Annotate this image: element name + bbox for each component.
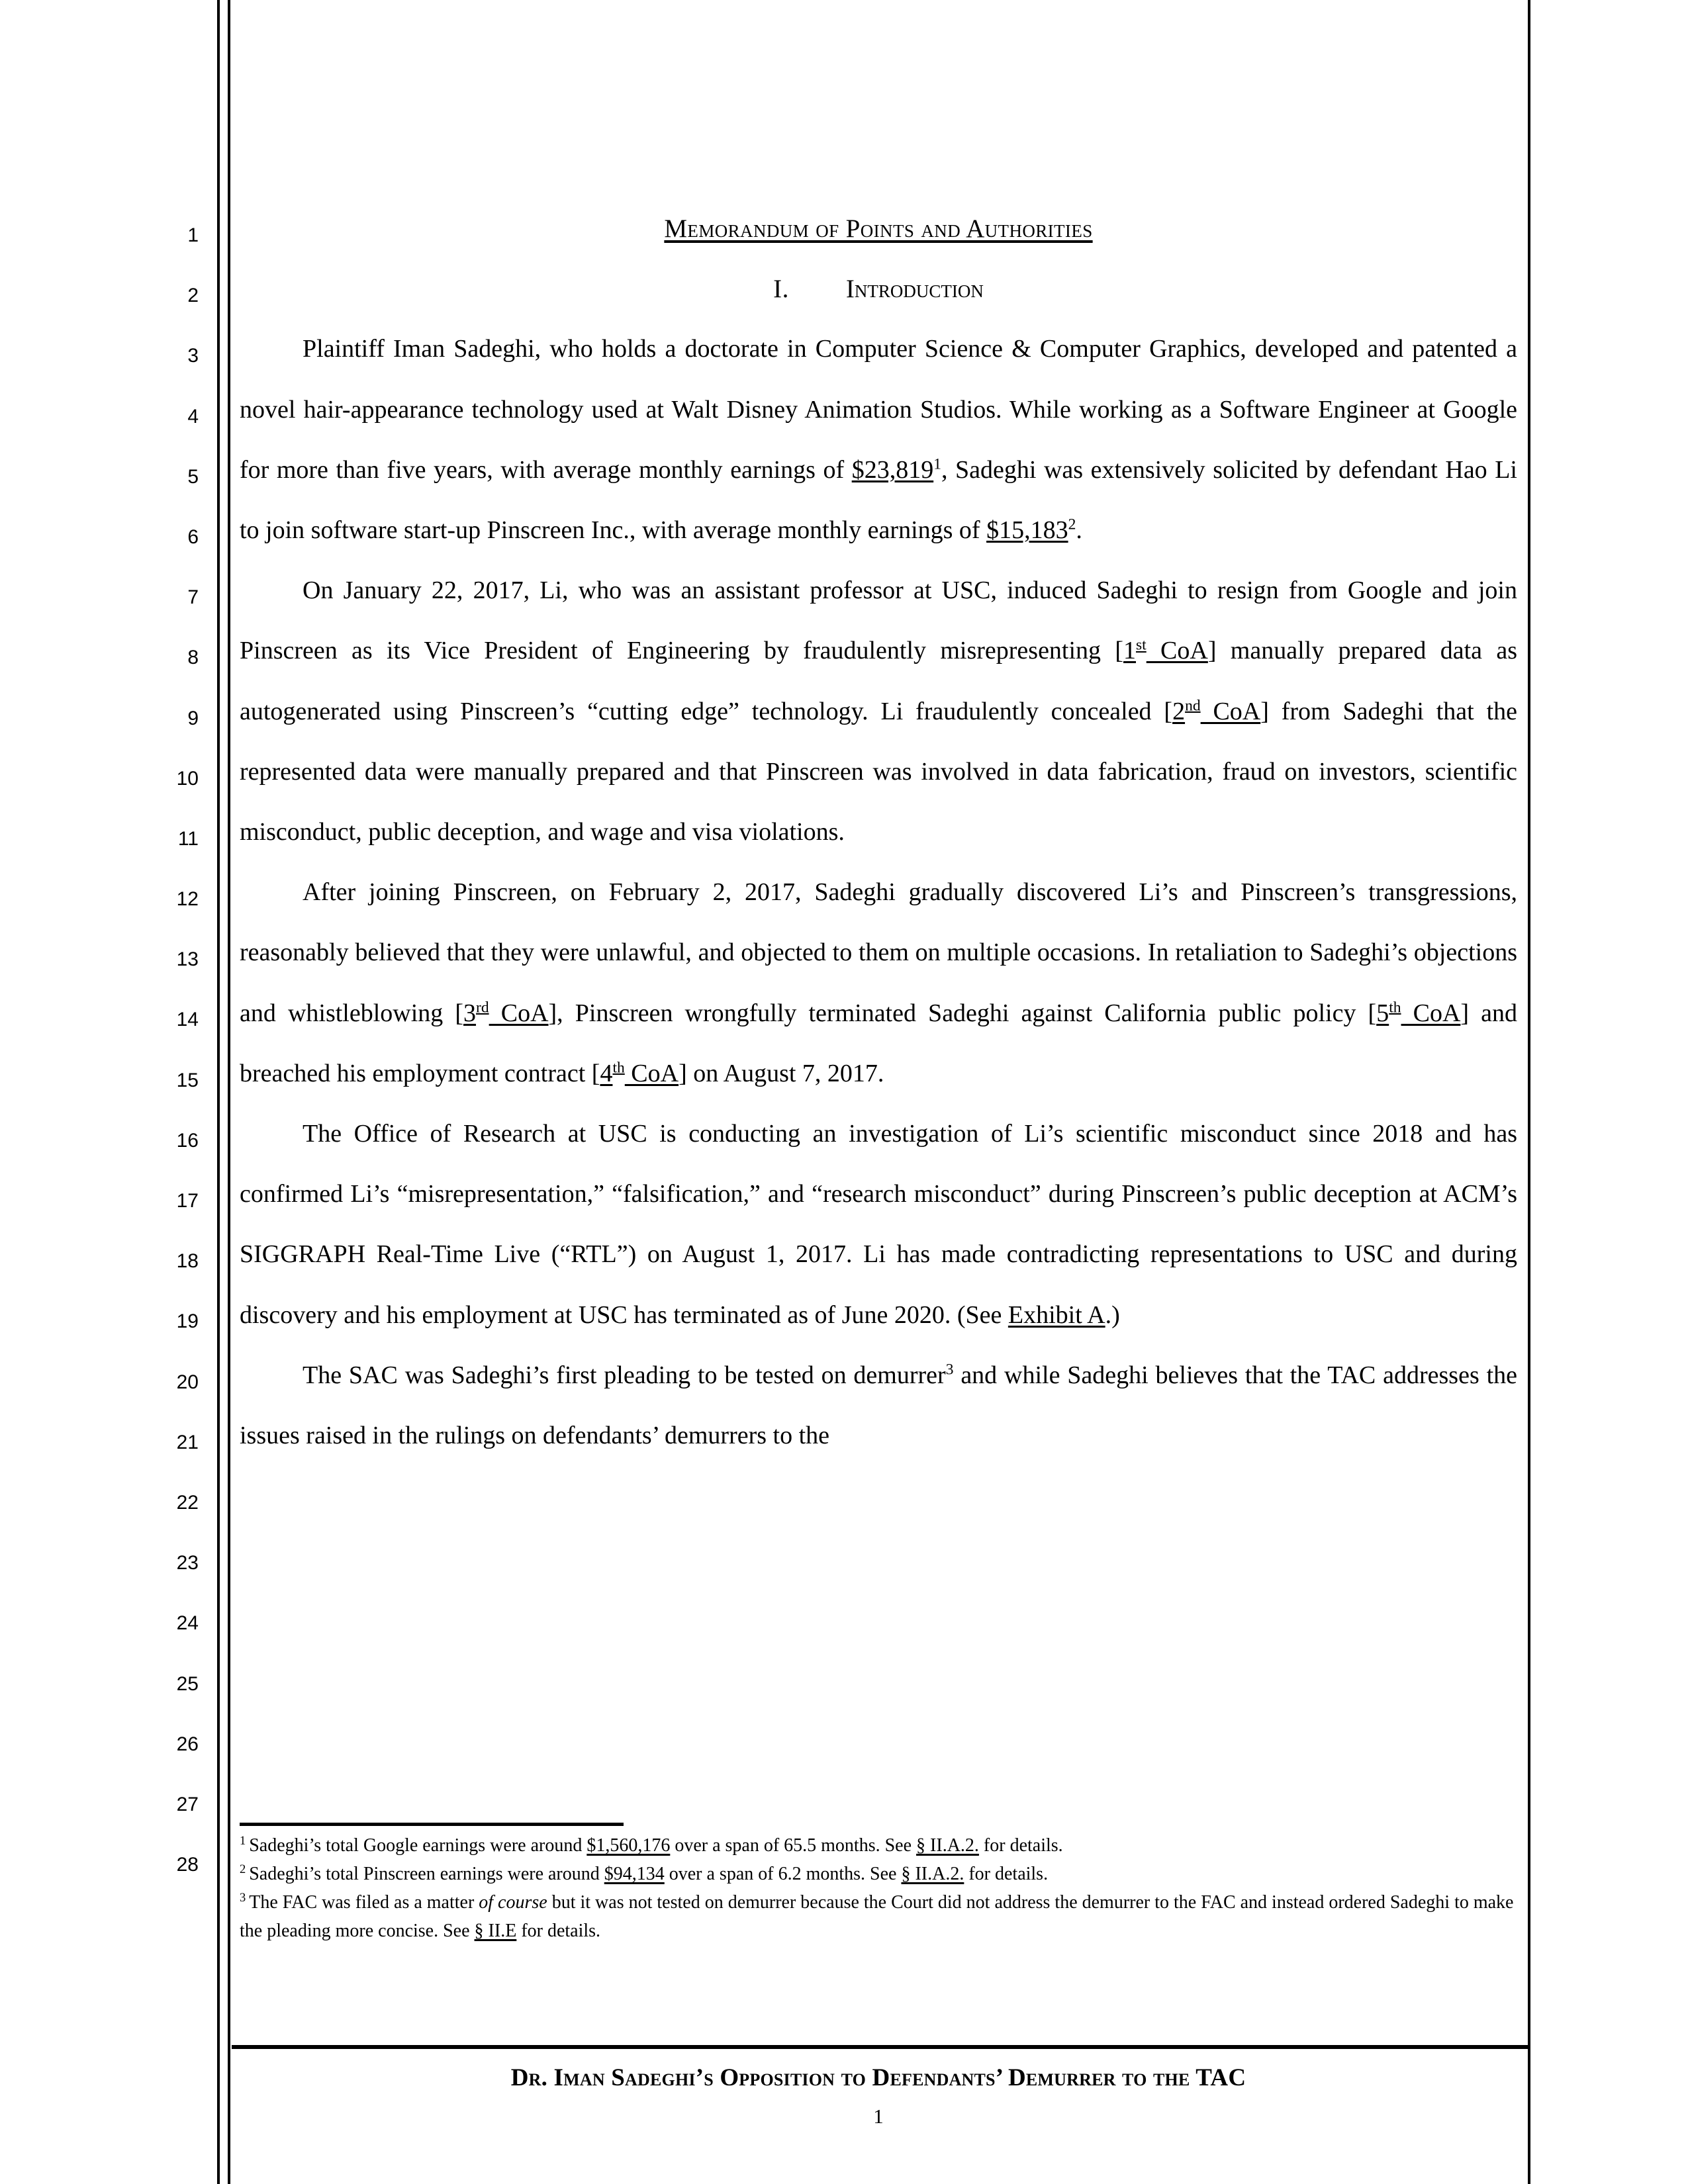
line-number: 6 <box>187 525 199 548</box>
underlined-text: CoA <box>1200 697 1261 725</box>
text-run: for details. <box>978 1835 1063 1856</box>
line-number: 28 <box>176 1854 199 1876</box>
underlined-text: Exhibit A <box>1008 1300 1105 1329</box>
ordinal-suffix: st <box>1136 636 1147 654</box>
line-number: 7 <box>187 586 199 609</box>
underlined-text: § II.A.2. <box>901 1864 964 1884</box>
footnote-item <box>240 1888 1517 1945</box>
footnote-reference: 3 <box>945 1361 954 1379</box>
text-run: for details. <box>964 1864 1049 1884</box>
text-run: Plaintiff Iman Sadeghi, who holds a doctorate in Computer Science & Computer Graphics, developed and patented a novel hair-appearance technology used at Walt Disney Animation Studios. While working as a Software Engineer at Google for more than five years, with average monthly earnings of <box>240 335 1517 484</box>
line-number: 15 <box>176 1069 199 1091</box>
footnote-marker: 1 <box>240 1833 246 1847</box>
line-number: 2 <box>187 285 199 307</box>
underlined-text: 1 <box>1123 637 1137 665</box>
text-run: for details. <box>516 1921 601 1941</box>
text-run: ] manually prepared data as autogenerated using Pinscreen’s “cutting edge” technology. Li fraudulently concealed [ <box>240 637 1517 725</box>
text-run: After joining Pinscreen, on February 2, 2017, Sadeghi gradually discovered Li’s and Pinscreen’s transgressions, reasonably believed that they were unlawful, and objected to them on multiple occasions. In retaliation to Sadeghi’s objections and whistleblowing [ <box>240 878 1517 1027</box>
text-run: The FAC was filed as a matter <box>249 1892 479 1913</box>
underlined-text: $94,134 <box>604 1864 665 1884</box>
underlined-text: 3 <box>463 999 477 1027</box>
line-number: 8 <box>187 647 199 669</box>
line-number: 19 <box>176 1310 199 1333</box>
footnote-reference: 2 <box>1068 516 1076 533</box>
footnote-marker: 2 <box>240 1862 246 1876</box>
footnote-item <box>240 1831 1517 1860</box>
line-number: 3 <box>187 345 199 367</box>
footnote-marker: 3 <box>240 1890 246 1904</box>
ordinal-suffix: th <box>1389 998 1401 1016</box>
text-run: ], Pinscreen wrongfully terminated Sadeghi against California public policy [ <box>548 999 1377 1027</box>
body-paragraph <box>240 561 1517 862</box>
page-title: Memorandum of Points and Authorities <box>664 214 1093 243</box>
line-number: 11 <box>177 827 199 850</box>
line-number: 1 <box>187 224 199 246</box>
ordinal-suffix: rd <box>476 998 489 1016</box>
line-number: 5 <box>187 465 199 488</box>
line-number: 4 <box>187 405 199 428</box>
page-number: 1 <box>873 2105 884 2128</box>
line-number-gutter <box>99 205 199 1895</box>
line-number: 20 <box>176 1371 199 1393</box>
footer-title: Dr. Iman Sadeghi’s Opposition to Defendants’ Demurrer to the TAC <box>510 2064 1246 2091</box>
line-number: 13 <box>176 948 199 971</box>
text-run: The Office of Research at USC is conducting an investigation of Li’s scientific misconduct since 2018 and has confirmed Li’s “misrepresentation,” “falsification,” and “research misconduct” during Pinscreen’s public deception at ACM’s SIGGRAPH Real-Time Live (“RTL”) on August 1, 2017. Li has made contradicting representations to USC and during discovery and his employment at USC has terminated as of June 2020. (See <box>240 1120 1517 1329</box>
line-number: 25 <box>176 1672 199 1695</box>
text-run: and while Sadeghi believes that the TAC addresses the issues raised in the rulings on defendants’ demurrers to the <box>240 1361 1517 1450</box>
line-number: 12 <box>176 888 199 911</box>
ordinal-suffix: nd <box>1185 696 1201 714</box>
underlined-text: $23,819 <box>851 455 934 484</box>
underlined-text: CoA <box>1146 637 1208 665</box>
footer-separator-rule <box>232 2045 1529 2049</box>
ordinal-suffix: th <box>612 1059 625 1077</box>
text-run: , Sadeghi was extensively solicited by defendant Hao Li to join software start-up Pinscreen Inc., with average monthly earnings of <box>240 455 1517 544</box>
line-number: 22 <box>176 1491 199 1514</box>
text-run: over a span of 65.5 months. See <box>670 1835 917 1856</box>
underlined-text: CoA <box>489 999 549 1027</box>
line-number: 21 <box>176 1431 199 1453</box>
text-run: On January 22, 2017, Li, who was an assistant professor at USC, induced Sadeghi to resign from Google and join Pinscreen as its Vice President of Engineering by fraudulently misrepresenting [ <box>240 576 1517 665</box>
text-run: The SAC was Sadeghi’s first pleading to be tested on demurrer <box>303 1361 946 1389</box>
section-numeral: I. <box>773 275 789 304</box>
line-number: 14 <box>176 1009 199 1031</box>
body-paragraph <box>240 319 1517 561</box>
section-title: Introduction <box>845 275 984 304</box>
underlined-text: $1,560,176 <box>586 1835 671 1856</box>
text-run: ] from Sadeghi that the represented data were manually prepared and that Pinscreen was involved in data fabrication, fraud on investors, scientific misconduct, public deception, and wage and visa violations. <box>240 697 1517 846</box>
line-number: 18 <box>176 1250 199 1273</box>
text-run: but it was not tested on demurrer because the Court did not address the demurrer to the FAC and instead ordered Sadeghi to make the pleading more concise. See <box>240 1892 1514 1941</box>
footnote-reference: 1 <box>933 455 941 473</box>
line-number: 27 <box>176 1793 199 1815</box>
footnote-separator-rule <box>240 1823 624 1826</box>
line-number: 26 <box>176 1733 199 1755</box>
underlined-text: 5 <box>1376 999 1389 1027</box>
pleading-rule-left-outer <box>217 0 220 2184</box>
line-number: 16 <box>176 1129 199 1152</box>
text-run: ] on August 7, 2017. <box>679 1059 884 1087</box>
underlined-text: CoA <box>1401 999 1461 1027</box>
paragraph-list <box>240 319 1517 1466</box>
italic-text: of course <box>479 1892 547 1913</box>
footnote-area <box>240 1823 1517 1945</box>
underlined-text: § II.A.2. <box>916 1835 979 1856</box>
line-number: 10 <box>176 767 199 790</box>
text-run: . <box>1076 516 1082 544</box>
pleading-rule-left-inner <box>228 0 230 2184</box>
underlined-text: CoA <box>624 1059 679 1087</box>
footnote-list <box>240 1831 1517 1945</box>
underlined-text: $15,183 <box>986 516 1068 544</box>
underlined-text: 2 <box>1172 697 1186 725</box>
text-run: Sadeghi’s total Pinscreen earnings were around <box>249 1864 604 1884</box>
body-paragraph <box>240 1104 1517 1345</box>
document-body <box>240 199 1517 1466</box>
text-run: Sadeghi’s total Google earnings were around <box>249 1835 587 1856</box>
section-heading <box>240 259 1517 319</box>
line-number: 24 <box>176 1612 199 1635</box>
underlined-text: § II.E <box>474 1921 517 1941</box>
line-number: 17 <box>176 1190 199 1212</box>
text-run: .) <box>1105 1300 1120 1329</box>
pleading-rule-right <box>1528 0 1530 2184</box>
footnote-item <box>240 1860 1517 1888</box>
text-run: over a span of 6.2 months. See <box>664 1864 902 1884</box>
underlined-text: 4 <box>600 1059 613 1087</box>
body-paragraph <box>240 1345 1517 1466</box>
line-number: 23 <box>176 1552 199 1574</box>
line-number: 9 <box>187 707 199 729</box>
text-run: ] and breached his employment contract [ <box>240 999 1517 1087</box>
body-paragraph <box>240 862 1517 1104</box>
